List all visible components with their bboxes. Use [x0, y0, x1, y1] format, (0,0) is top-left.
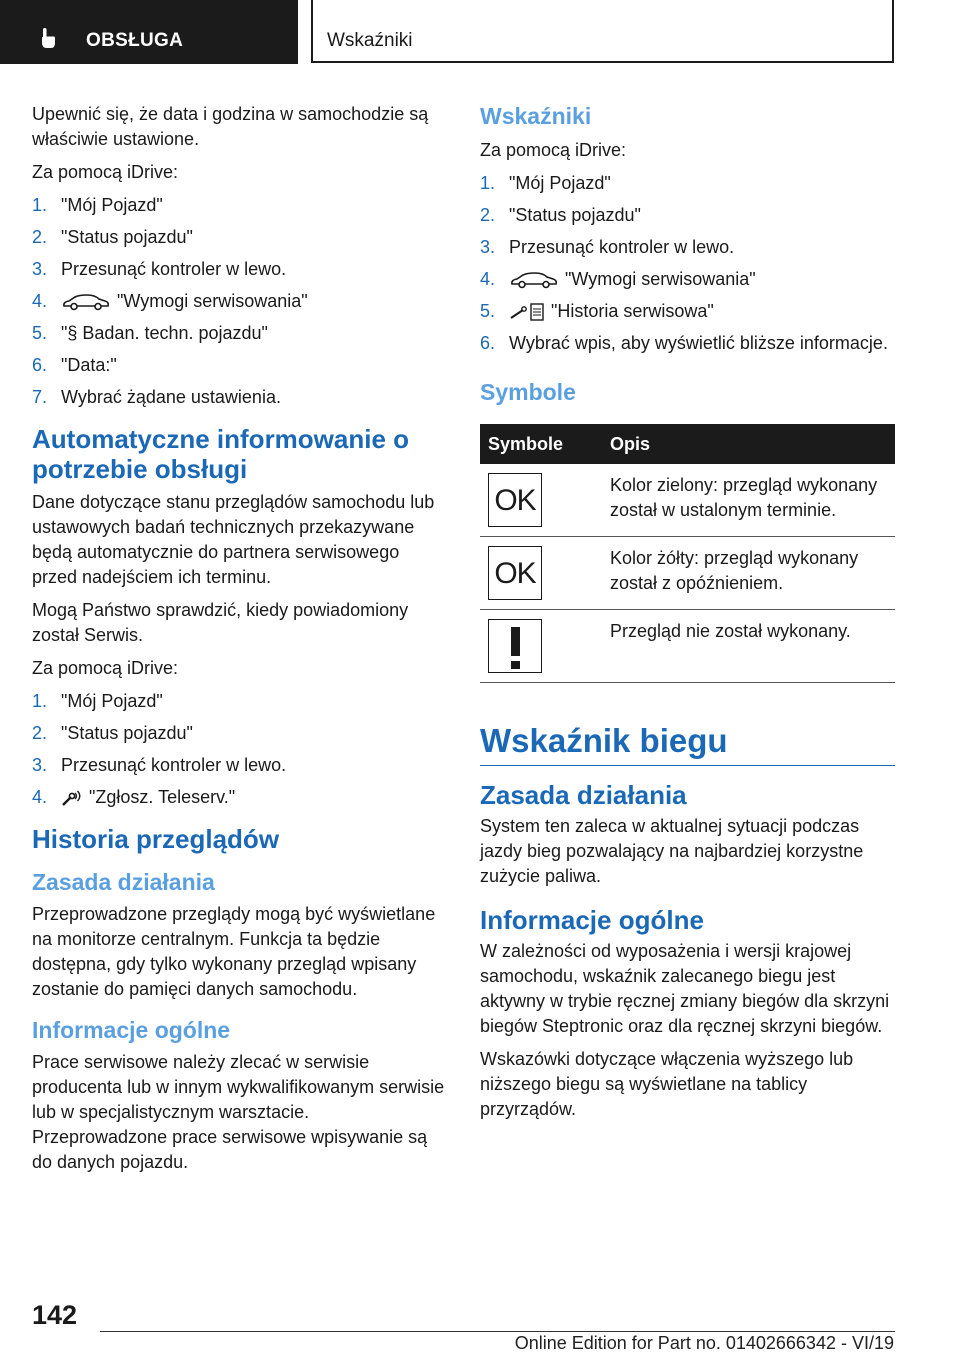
footer-divider	[100, 1331, 895, 1332]
left-column	[32, 102, 447, 1183]
section-tab	[0, 0, 298, 64]
step-number: 6.	[480, 333, 496, 353]
exclamation-icon	[488, 619, 542, 673]
step-number: 1.	[480, 173, 496, 193]
paragraph: System ten zaleca w aktualnej sytuacji podczas jazdy bieg pozwalający na najbardziej korzystne zużycie paliwa.	[480, 816, 864, 886]
heading-principle: Zasada działania	[480, 780, 687, 810]
list-item	[32, 753, 447, 778]
step-text: "Status pojazdu"	[61, 227, 193, 247]
step-number: 4.	[32, 291, 48, 311]
step-number: 5.	[480, 301, 496, 321]
description-cell: Kolor zielony: przegląd wykonany został w ustalonym terminie.	[602, 464, 895, 537]
list-item	[32, 785, 447, 810]
service-history-icon	[509, 302, 545, 322]
heading-general-info: Informacje ogólne	[480, 905, 704, 935]
paragraph: Mogą Państwo sprawdzić, kiedy powiadomiony został Serwis.	[32, 600, 409, 645]
step-text: Przesunąć kontroler w lewo.	[61, 259, 287, 279]
column-header: Opis	[602, 424, 895, 464]
list-item	[32, 385, 447, 410]
paragraph: Dane dotyczące stanu przeglądów samochodu lub ustawowych badań technicznych przekazywane będą automatycznie do partnera serwisowego przed nadejściem ich terminu.	[32, 492, 435, 587]
step-number: 2.	[480, 205, 496, 225]
table-row	[480, 537, 895, 610]
paragraph: Za pomocą iDrive:	[32, 658, 179, 678]
step-number: 1.	[32, 691, 48, 711]
symbols-table	[480, 424, 895, 683]
paragraph: Za pomocą iDrive:	[480, 140, 627, 160]
step-number: 7.	[32, 387, 48, 407]
step-number: 3.	[32, 755, 48, 775]
step-number: 6.	[32, 355, 48, 375]
step-list	[480, 171, 895, 356]
car-icon	[61, 293, 111, 311]
step-text: Wybrać wpis, aby wyświetlić bliższe informacje.	[509, 333, 888, 353]
heading-symbols: Symbole	[480, 379, 576, 405]
heading-indicators: Wskaźniki	[480, 103, 592, 129]
step-text: "Status pojazdu"	[509, 205, 641, 225]
step-text: "§ Badan. techn. pojazdu"	[61, 323, 268, 343]
step-number: 3.	[480, 237, 496, 257]
description-cell: Kolor żółty: przegląd wykonany został z opóźnieniem.	[602, 537, 895, 610]
heading-principle: Zasada działania	[32, 869, 215, 895]
list-item	[480, 331, 895, 356]
list-item	[480, 203, 895, 228]
step-text: "Mój Pojazd"	[61, 195, 163, 215]
list-item	[32, 193, 447, 218]
step-text: "Mój Pojazd"	[61, 691, 163, 711]
list-item	[32, 225, 447, 250]
step-text: Przesunąć kontroler w lewo.	[61, 755, 287, 775]
step-text: "Data:"	[61, 355, 117, 375]
paragraph: Za pomocą iDrive:	[32, 162, 179, 182]
table-row	[480, 610, 895, 683]
page-number: 142	[32, 1300, 78, 1330]
step-text: "Wymogi serwisowania"	[565, 269, 756, 289]
heading-auto-notification: Automatyczne informowanie o potrzebie obsługi	[32, 424, 410, 484]
paragraph: Upewnić się, że data i godzina w samochodzie są właściwie ustawione.	[32, 104, 429, 149]
column-header: Symbole	[480, 424, 602, 464]
list-item	[480, 235, 895, 260]
step-number: 2.	[32, 723, 48, 743]
paragraph: Przeprowadzone przeglądy mogą być wyświetlane na monitorze centralnym. Funkcja ta będzie dostępna, gdy tylko wykonany przegląd wpisany zostanie do pamięci danych samochodu.	[32, 904, 436, 999]
list-item	[32, 257, 447, 282]
step-text: "Zgłosz. Teleserv."	[89, 787, 236, 807]
right-column	[480, 102, 895, 1130]
list-item	[32, 289, 447, 314]
list-item	[32, 321, 447, 346]
wrench-signal-icon	[61, 789, 83, 807]
heading-general-info: Informacje ogólne	[32, 1017, 231, 1043]
list-item	[480, 299, 895, 324]
car-icon	[509, 271, 559, 289]
ok-yellow-icon: OK	[488, 546, 542, 600]
chapter-header	[311, 0, 894, 63]
ok-green-icon: OK	[488, 473, 542, 527]
list-item	[32, 689, 447, 714]
step-text: "Status pojazdu"	[61, 723, 193, 743]
step-text: "Wymogi serwisowania"	[117, 291, 308, 311]
step-number: 2.	[32, 227, 48, 247]
step-list	[32, 689, 447, 810]
section-title: OBSŁUGA	[86, 30, 184, 51]
step-text: Wybrać żądane ustawienia.	[61, 387, 281, 407]
hand-icon	[40, 28, 56, 48]
symbol-cell	[480, 610, 602, 683]
step-number: 4.	[32, 787, 48, 807]
list-item	[32, 721, 447, 746]
symbol-cell	[480, 537, 602, 610]
paragraph: Wskazówki dotyczące włączenia wyższego lub niższego biegu są wyświetlane na tablicy przyrządów.	[480, 1049, 854, 1119]
step-text: "Mój Pojazd"	[509, 173, 611, 193]
table-header-row	[480, 424, 895, 464]
heading-service-history: Historia przeglądów	[32, 824, 280, 854]
heading-gear-indicator: Wskaźnik biegu	[480, 721, 895, 766]
list-item	[480, 267, 895, 292]
description-cell: Przegląd nie został wykonany.	[602, 610, 895, 683]
chapter-title: Wskaźniki	[327, 30, 413, 51]
step-number: 5.	[32, 323, 48, 343]
step-number: 1.	[32, 195, 48, 215]
symbol-cell	[480, 464, 602, 537]
table-row	[480, 464, 895, 537]
edition-note: Online Edition for Part no. 01402666342 - VI/19	[514, 1333, 894, 1353]
step-list	[32, 193, 447, 410]
step-text: Przesunąć kontroler w lewo.	[509, 237, 735, 257]
paragraph: Prace serwisowe należy zlecać w serwisie producenta lub w innym wykwalifikowanym serwisie lub w specjalistycznym warsztacie. Przeprowadzone prace serwisowe wpisywanie są do danych pojazdu.	[32, 1052, 445, 1172]
step-text: "Historia serwisowa"	[551, 301, 714, 321]
step-number: 3.	[32, 259, 48, 279]
list-item	[480, 171, 895, 196]
list-item	[32, 353, 447, 378]
paragraph: W zależności od wyposażenia i wersji krajowej samochodu, wskaźnik zalecanego biegu jest aktywny w trybie ręcznej zmiany biegów dla skrzyni biegów Steptronic oraz dla ręcznej skrzyni biegów.	[480, 941, 890, 1036]
step-number: 4.	[480, 269, 496, 289]
